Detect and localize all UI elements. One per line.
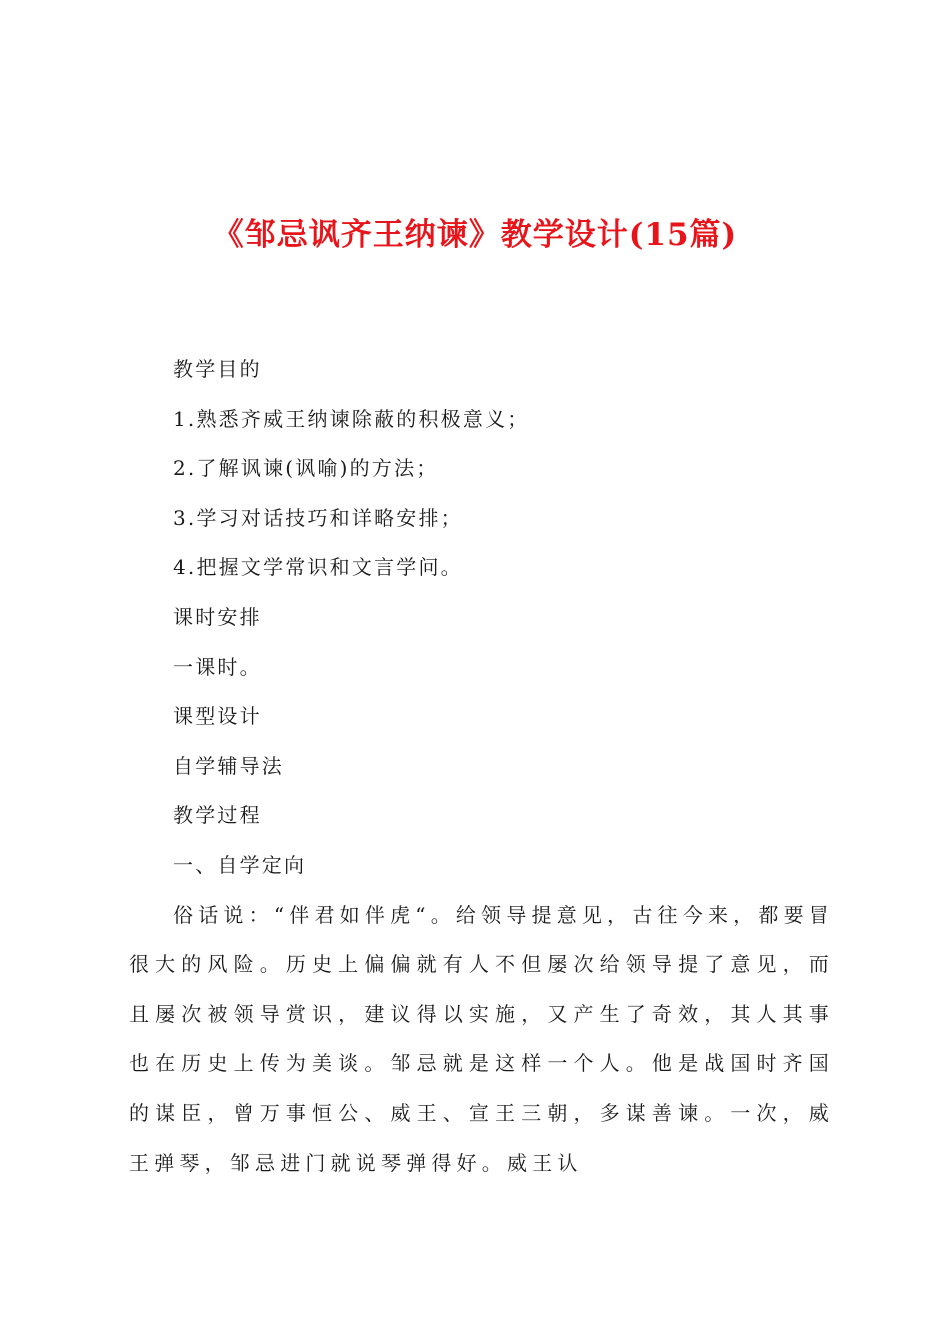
body-paragraph: 俗话说：“伴君如伴虎“。给领导提意见，古往今来，都要冒很大的风险。历史上偏偏就有人不但屡次给领导提了意见，而且屡次被领导赏识，建议得以实施，又产生了奇效，其人其事也在历史上传为美谈。邹忌就是这样一个人。他是战国时齐国的谋臣，曾万事恒公、威王、宣王三朝，多谋善谏。一次，威王弹琴，邹忌进门就说琴弹得好。威王认 bbox=[129, 902, 834, 1175]
document-title: 《邹忌讽齐王纳谏》教学设计(15篇) bbox=[212, 217, 738, 253]
heading-teaching-process: 教学过程 bbox=[173, 803, 262, 828]
heading-teaching-goals: 教学目的 bbox=[173, 357, 262, 381]
heading-lesson-type: 课型设计 bbox=[173, 704, 262, 729]
goal-item-2: 2.了解讽谏(讽喻)的方法； bbox=[173, 456, 439, 481]
document-body bbox=[129, 345, 834, 1188]
goal-item-1: 1.熟悉齐威王纳谏除蔽的积极意义； bbox=[173, 406, 530, 431]
lesson-type-value: 自学辅导法 bbox=[173, 753, 284, 778]
class-schedule-value: 一课时。 bbox=[173, 654, 262, 679]
goal-item-3: 3.学习对话技巧和详略安排； bbox=[173, 505, 463, 530]
heading-class-schedule: 课时安排 bbox=[173, 604, 262, 629]
goal-item-4: 4.把握文学常识和文言学问。 bbox=[173, 555, 463, 580]
section-self-study: 一、自学定向 bbox=[173, 852, 307, 877]
